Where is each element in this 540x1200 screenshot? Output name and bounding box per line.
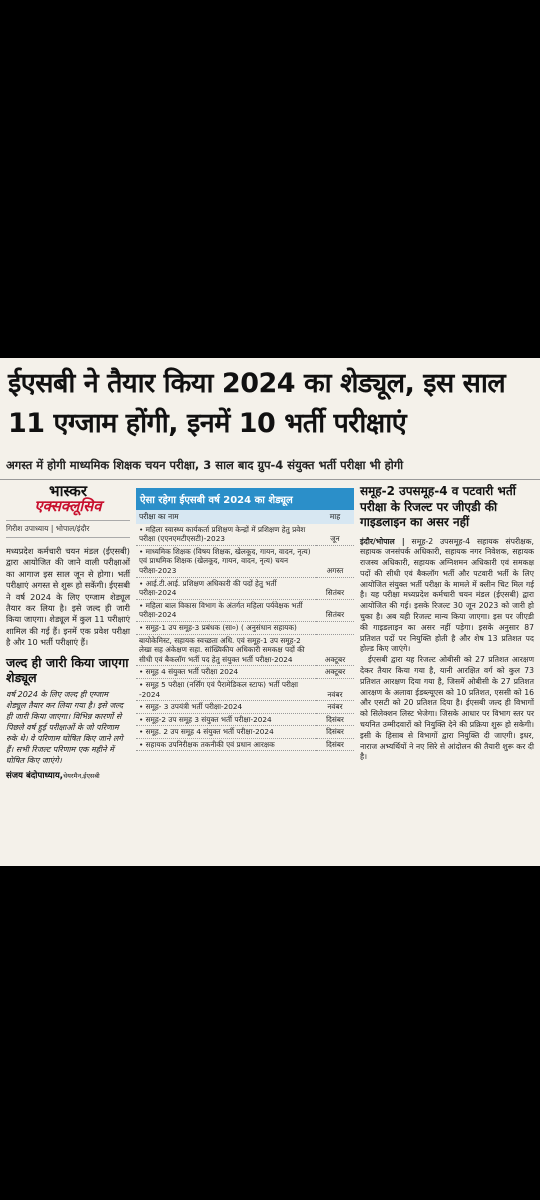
author (6, 770, 130, 781)
exam-name: • समूह. 2 उप समूह 4 संयुक्त भर्ती परीक्षा-2024 (136, 726, 316, 739)
exam-name: • समूह 5 परीक्षा (नर्सिंग एवं पैरामेडिकल स्टाफ) भर्ती परीक्षा -2024 (136, 678, 316, 700)
col-month-header: माह (316, 510, 354, 524)
exam-month: नवंबर (316, 701, 354, 714)
exam-month: दिसंबर (316, 713, 354, 726)
exam-month: दिसंबर (316, 738, 354, 751)
exam-month: सितंबर (316, 577, 354, 599)
headline: ईएसबी ने तैयार किया 2024 का शेड्यूल, इस साल 11 एग्जाम होंगी, इनमें 10 भर्ती परीक्षाएं (8, 368, 506, 439)
right-headline: समूह-2 उपसमूह-4 व पटवारी भर्ती परीक्षा के रिजल्ट पर जीएडी की गाइडलाइन का असर नहीं (360, 484, 516, 529)
right-column (360, 484, 534, 763)
right-body-text: समूह-2 उपसमूह-4 सहायक संपरीक्षक, सहायक जनसंपर्क अधिकारी, सहायक नगर निवेशक, सहायक राजस्व अधिकारी, सहायक अग्निशमन अधिकारी एवं समकक्ष पदों की सीधी एवं बैकलॉग भर्ती और पटवारी भर्ती के लिए आयोजित संयुक्त भर्ती परीक्षा के मामले में क्लीन चिट मिल गई है। यह परीक्षा मध्यप्रदेश कर्मचारी चयन मंडल (ईएसबी) द्वारा आयोजित की गई। इसके रिजल्ट 30 जून 2023 को जारी हो चुका है। अब यही रिजल्ट मान्य किया जाएगा। इस पर जीएडी की गाइडलाइन का असर नहीं पड़ेगा। इसके अनुसार 87 प्रतिशत पदों पर नियुक्ति होती है और शेष 13 प्रतिशत पद होल्ड किए जाएंगे। (360, 536, 534, 654)
exam-month: नवंबर (316, 678, 354, 700)
table-row (136, 713, 354, 726)
byline: गिरीश उपाध्याय | भोपाल/इंदौर (6, 520, 130, 538)
brand-logo (6, 484, 130, 514)
subheadline: अगस्त में होगी माध्यमिक शिक्षक चयन परीक्षा, 3 साल बाद ग्रुप-4 संयुक्त भर्ती परीक्षा भी होगी (6, 458, 404, 472)
col-exam-header: परीक्षा का नाम (136, 510, 316, 524)
table-row (136, 666, 354, 679)
exam-month: अक्टूबर (316, 634, 354, 666)
table-row (136, 678, 354, 700)
table-row (136, 599, 354, 621)
exam-name: • महिला बाल विकास विभाग के अंतर्गत महिला पर्यवेक्षक भर्ती परीक्षा-2024 (136, 599, 316, 621)
exam-name: बायोकेमिस्ट, सहायक स्वच्छता अधि. एवं समूह-1 उप समूह-2 लेखा सह अंकेक्षण सहा. सांख्यिकीय अधिकारी समकक्ष पदों की सीधी एवं बैकलॉग भर्ती पद हेतु संयुक्त भर्ती परीक्षा-2024 (136, 634, 316, 666)
left-subhead: जल्द ही जारी किया जाएगा शेड्यूल (6, 654, 129, 685)
quote-text: वर्ष 2024 के लिए जल्द ही एग्जाम शेड्यूल तैयार कर लिया गया है। इसे जल्द ही जारी किया जाएगा। विभिन्न कारणों से पिछले वर्ष हुई परीक्षाओं के जो परिणाम रुके थे। वे परिणाम घोषित किए जाने लगे हैं। सभी रिजल्ट परिणाम एक महीने में घोषित किए जाएंगे। (6, 689, 123, 765)
exam-name: • महिला स्वास्थ्य कार्यकर्ता प्रशिक्षण केन्द्रों में प्रशिक्षण हेतु प्रवेश परीक्षा (एएनएमटीएसटी)-2023 (136, 524, 316, 546)
exam-name: • आई.टी.आई. प्रशिक्षण अधिकारी की पदों हेतु भर्ती परीक्षा-2024 (136, 577, 316, 599)
exam-month (316, 621, 354, 634)
dateline: इंदौर/भोपाल | (360, 536, 405, 546)
table-row (136, 726, 354, 739)
newspaper-clipping (0, 358, 540, 866)
author-title: चेयरमैन,ईएसबी (63, 771, 100, 780)
exam-name: • समूह 4 संयुक्त भर्ती परीक्षा 2024 (136, 666, 316, 679)
table-row (136, 545, 354, 577)
exam-month: दिसंबर (316, 726, 354, 739)
exam-name: • समूह-2 उप समूह 3 संयुक्त भर्ती परीक्षा-2024 (136, 713, 316, 726)
brand-top: भास्कर (49, 482, 87, 500)
table-row (136, 577, 354, 599)
exam-month: सितंबर (316, 599, 354, 621)
brand-bottom: एक्सक्लूसिव (34, 497, 102, 515)
schedule-title: ऐसा रहेगा ईएसबी वर्ष 2024 का शेड्यूल (136, 488, 354, 510)
exam-name: • समूह- 3 उपयंत्री भर्ती परीक्षा-2024 (136, 701, 316, 714)
table-row (136, 738, 354, 751)
right-body-2: ईएसबी द्वारा यह रिजल्ट ओबीसी को 27 प्रतिशत आरक्षण देकर तैयार किया गया है, यानी आरक्षित वर्ग को कुल 73 प्रतिशत आरक्षण दिया गया है, जिसमें ओबीसी के 27 प्रतिशत आरक्षण के अलावा ईडब्ल्यूएस को 10 प्रतिशत, एससी को 16 और एसटी को 20 प्रतिशत दिया है। ईएसबी जल्द ही विभागों को सिलेक्शन लिस्ट भेजेगा। जिसके आधार पर विभाग स्तर पर चयनित उम्मीदवारों को नियुक्ति देने की प्रक्रिया शुरू हो सकेगी। इसी के हिसाब से विभागों द्वारा नियुक्ति दी जाएगी। इधर, नाराज अभ्यर्थियों ने नए सिरे से आंदोलन की तैयारी शुरू कर दी है। (360, 655, 534, 762)
exam-name: • माध्यमिक शिक्षक (विषय शिक्षक, खेलकूद, गायन, वादन, नृत्य) एवं प्राथमिक शिक्षक (खेलकूद, गायन, वादन, नृत्य) चयन परीक्षा-2023 (136, 545, 316, 577)
table-row (136, 524, 354, 546)
exam-month: अगस्त (316, 545, 354, 577)
exam-month: अक्टूबर (316, 666, 354, 679)
table-row (136, 621, 354, 634)
schedule-box (136, 488, 354, 751)
right-body (360, 537, 534, 656)
divider (0, 479, 540, 480)
exam-name: • सहायक उपनिरीक्षक तकनीकी एवं प्रधान आरक्षक (136, 738, 316, 751)
exam-name: • समूह-1 उप समूह-3 प्रबंधक (सा०) ( अनुसंधान सहायक) (136, 621, 316, 634)
table-row (136, 701, 354, 714)
author-name: संजय बंदोपाध्याय, (6, 770, 64, 781)
left-column (6, 484, 130, 781)
exam-month: जून (316, 524, 354, 546)
table-header (136, 510, 354, 524)
left-body: मध्यप्रदेश कर्मचारी चयन मंडल (ईएसबी) द्वारा आयोजित की जाने वाली परीक्षाओं का आगाज इस साल जून से होगा। भर्ती परीक्षाएं अगस्त से शुरू हो सकेंगी। ईएसबी ने वर्ष 2024 के लिए एग्जाम शेड्यूल तैयार कर लिया है। इसे जल्द ही जारी किया जाएगा। शेड्यूल में कुल 11 परीक्षाएं शामिल की गई हैं। इनमें एक प्रवेश परीक्षा है और 10 भर्ती परीक्षाएं हैं। (6, 546, 130, 648)
schedule-table (136, 510, 354, 751)
table-row (136, 634, 354, 666)
